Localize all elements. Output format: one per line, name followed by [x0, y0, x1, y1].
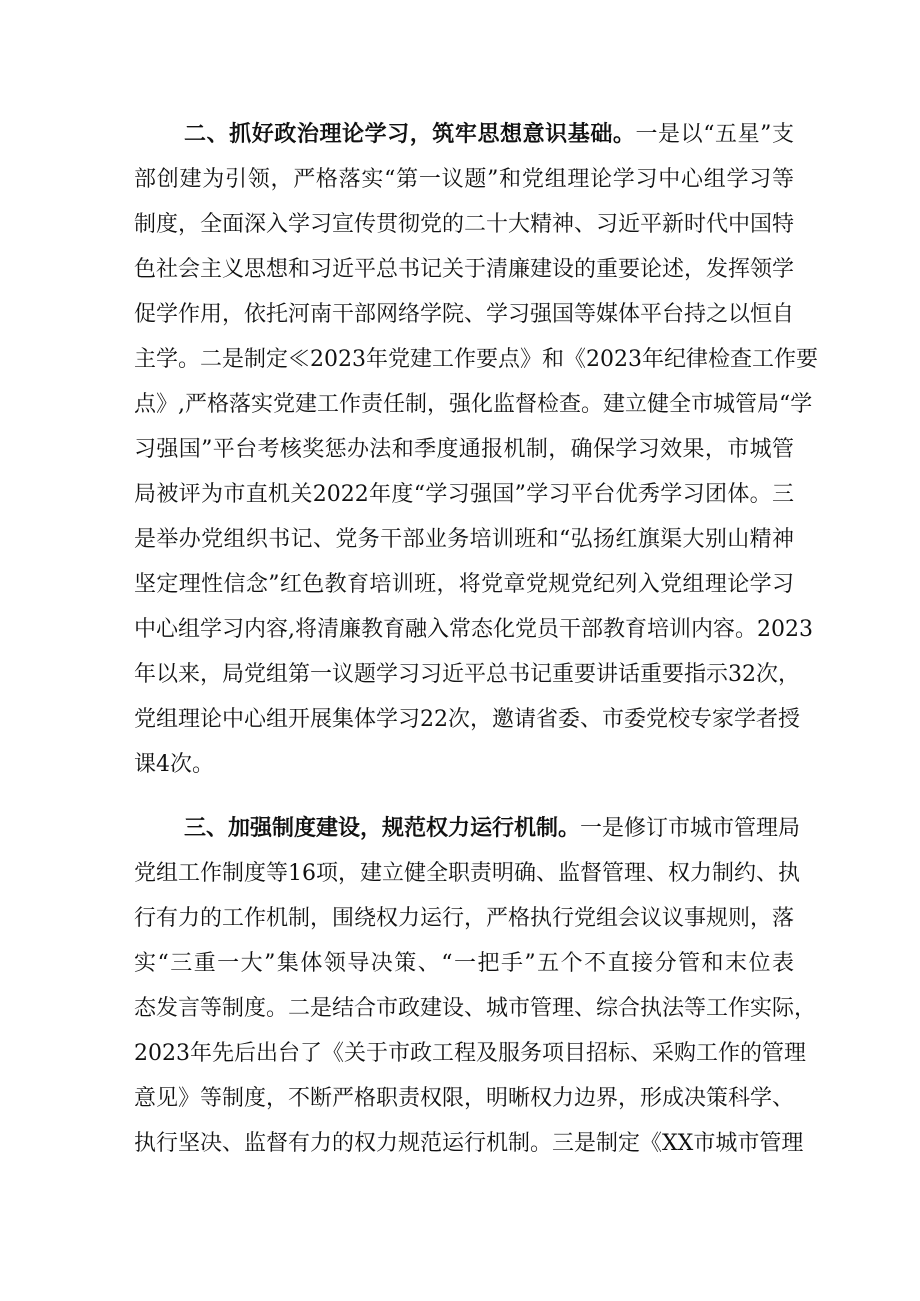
paragraph-text: 一是以“五星”支	[635, 122, 794, 147]
paragraph-line: 促学作用，依托河南干部网络学院、学习强国等媒体平台持之以恒自	[134, 302, 795, 327]
paragraph-line: 态发言等制度。二是结合市政建设、城市管理、综合执法等工作实际，	[134, 996, 817, 1021]
paragraph-line: 习强国”平台考核奖惩办法和季度通报机制，确保学习效果，市城管	[134, 437, 794, 462]
paragraph-line: 课4次。	[134, 752, 214, 777]
paragraph-line: 行有力的工作机制，围绕权力运行，严格执行党组会议议事规则，落	[134, 906, 795, 931]
paragraph-line: 年以来，局党组第一议题学习习近平总书记重要讲话重要指示32次，	[134, 662, 800, 687]
paragraph-institution-building	[134, 806, 817, 1166]
paragraph-line: 部创建为引领，严格落实“第一议题”和党组理论学习中心组学习等	[134, 167, 794, 192]
paragraph-line: 意见》等制度，不断严格职责权限，明晰权力边界，形成决策科学、	[134, 1086, 795, 1111]
paragraph-heading: 三、加强制度建设，规范权力运行机制。	[184, 815, 581, 841]
paragraph-line: 局被评为市直机关2022年度“学习强国”学习平台优秀学习团体。三	[134, 482, 794, 507]
paragraph-line: 党组工作制度等16项，建立健全职责明确、监督管理、权力制约、执	[134, 861, 800, 886]
paragraph-line: 中心组学习内容,将清廉教育融入常态化党员干部教育培训内容。2023	[134, 617, 813, 642]
paragraph-line: 执行坚决、监督有力的权力规范运行机制。三是制定《XX市城市管理	[134, 1131, 804, 1156]
paragraph-line: 制度，全面深入学习宣传贯彻党的二十大精神、习近平新时代中国特	[134, 212, 795, 237]
paragraph-line: 党组理论中心组开展集体学习22次，邀请省委、市委党校专家学者授	[134, 707, 800, 732]
paragraph-line: 2023年先后出台了《关于市政工程及服务项目招标、采购工作的管理	[134, 1041, 806, 1066]
paragraph-heading: 二、抓好政治理论学习，筑牢思想意识基础。	[184, 121, 636, 147]
paragraph-line: 坚定理性信念”红色教育培训班，将党章党规党纪列入党组理论学习	[134, 572, 794, 597]
paragraph-line	[134, 806, 801, 851]
paragraph-line	[134, 112, 794, 157]
paragraph-line: 点》,严格落实党建工作责任制，强化监督检查。建立健全市城管局“学	[134, 392, 813, 417]
paragraph-text: 一是修订市城市管理局	[580, 816, 801, 841]
paragraph-line: 实“三重一大”集体领导决策、“一把手”五个不直接分管和末位表	[134, 951, 794, 976]
paragraph-line: 色社会主义思想和习近平总书记关于清廉建设的重要论述，发挥领学	[134, 257, 795, 282]
paragraph-political-study	[134, 112, 818, 787]
paragraph-line: 是举办党组织书记、党务干部业务培训班和“弘扬红旗渠大别山精神	[134, 527, 794, 552]
paragraph-line: 主学。二是制定≪2023年党建工作要点》和《2023年纪律检查工作要	[134, 347, 818, 372]
